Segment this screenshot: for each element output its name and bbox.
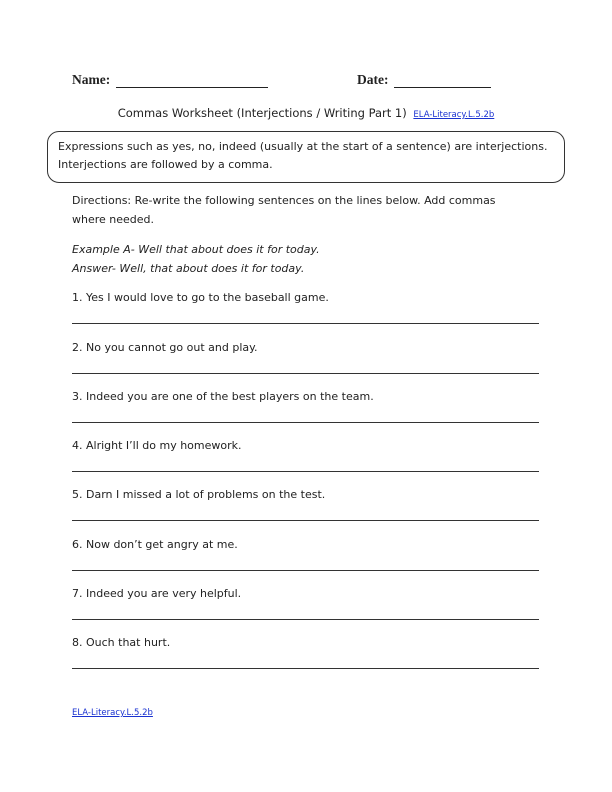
title-text: Commas Worksheet (Interjections / Writing Part 1) xyxy=(117,106,407,120)
question-item xyxy=(72,439,540,479)
answer-writing-line xyxy=(72,373,539,374)
question-text: 5. Darn I missed a lot of problems on the test. xyxy=(72,488,326,501)
name-answer-line xyxy=(116,87,268,88)
question-item xyxy=(72,390,540,430)
interjections-info-box xyxy=(47,131,565,183)
standard-link-header[interactable]: ELA-Literacy.L.5.2b xyxy=(413,110,495,120)
question-text: 7. Indeed you are very helpful. xyxy=(72,587,242,600)
date-answer-line xyxy=(394,87,491,88)
question-item xyxy=(72,636,540,676)
answer-writing-line xyxy=(72,619,539,620)
name-date-header xyxy=(72,72,542,92)
question-item xyxy=(72,587,540,627)
answer-writing-line xyxy=(72,323,539,324)
date-label: Date: xyxy=(357,72,389,87)
directions-text: Directions: Re-write the following sentences on the lines below. Add commas where needed. xyxy=(72,194,496,226)
worksheet-title xyxy=(0,106,612,120)
question-item xyxy=(72,291,540,331)
question-text: 8. Ouch that hurt. xyxy=(72,636,171,649)
example-line: Example A- Well that about does it for today. xyxy=(72,243,320,256)
answer-writing-line xyxy=(72,422,539,423)
question-text: 6. Now don’t get angry at me. xyxy=(72,538,238,551)
directions xyxy=(72,191,532,229)
question-item xyxy=(72,488,540,528)
question-item xyxy=(72,538,540,578)
answer-line: Answer- Well, that about does it for today. xyxy=(72,262,305,275)
answer-writing-line xyxy=(72,570,539,571)
example-block xyxy=(72,240,532,278)
name-label: Name: xyxy=(72,72,111,87)
info-box-text: Expressions such as yes, no, indeed (usually at the start of a sentence) are interjections. Interjections are followed by a comma. xyxy=(58,140,548,171)
question-item xyxy=(72,341,540,381)
answer-writing-line xyxy=(72,520,539,521)
question-text: 3. Indeed you are one of the best players on the team. xyxy=(72,390,374,403)
answer-writing-line xyxy=(72,471,539,472)
question-text: 2. No you cannot go out and play. xyxy=(72,341,258,354)
standard-link-footer[interactable]: ELA-Literacy.L.5.2b xyxy=(72,708,153,718)
answer-writing-line xyxy=(72,668,539,669)
question-text: 1. Yes I would love to go to the baseball game. xyxy=(72,291,329,304)
question-text: 4. Alright I’ll do my homework. xyxy=(72,439,242,452)
